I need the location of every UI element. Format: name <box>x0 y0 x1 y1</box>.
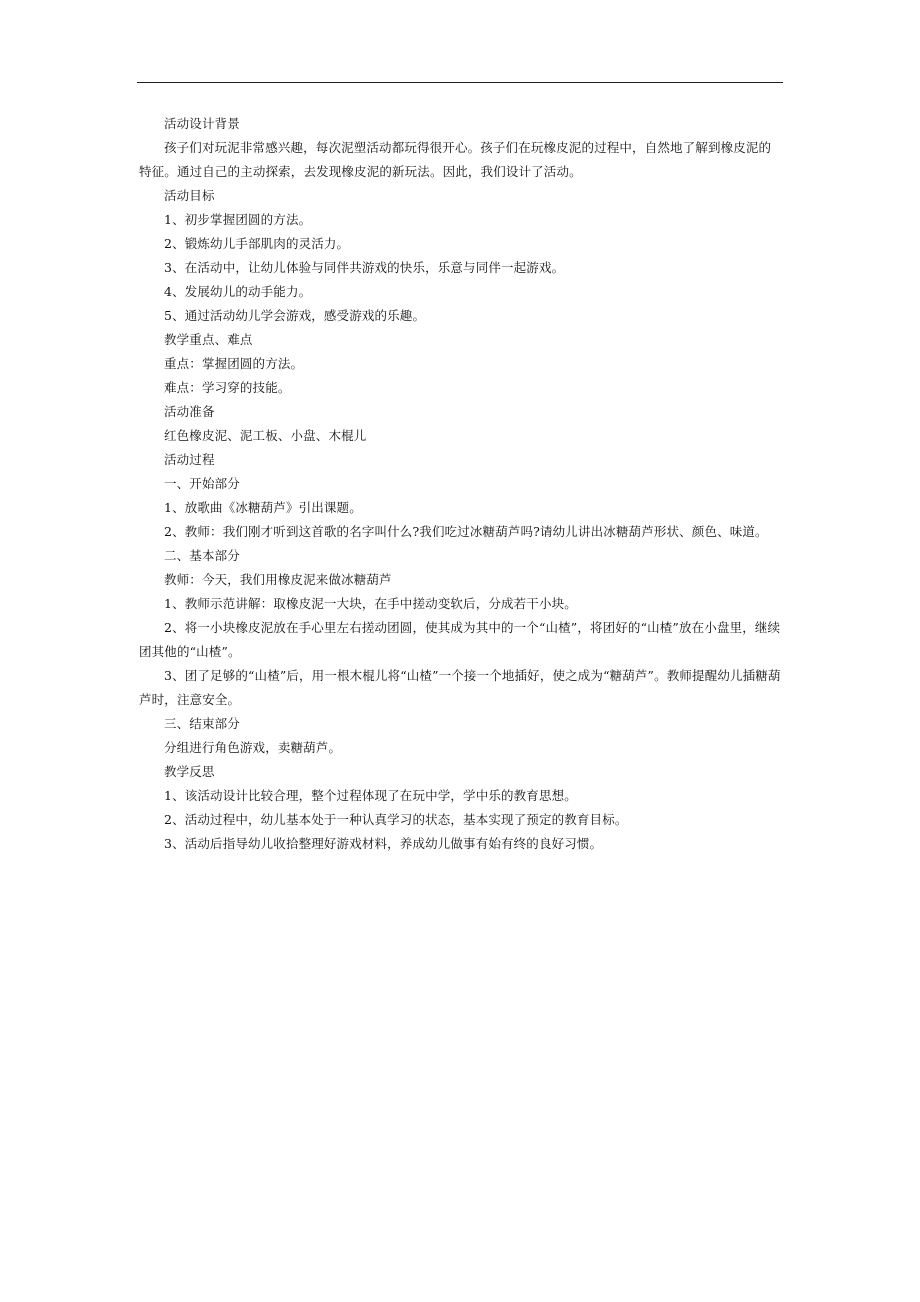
reflection-item: 3、活动后指导幼儿收拾整理好游戏材料，养成幼儿做事有始有终的良好习惯。 <box>164 836 603 851</box>
heading-process: 活动过程 <box>164 452 215 467</box>
goal-item: 4、发展幼儿的动手能力。 <box>164 284 312 299</box>
teacher-line: 教师：今天，我们用橡皮泥来做冰糖葫芦 <box>164 572 392 587</box>
section-basic: 二、基本部分 <box>164 548 240 563</box>
process-step: 3、团了足够的“山楂”后，用一根木棍儿将“山楂”一个接一个地插好，使之成为“糖葫芦”。教师提醒幼儿插糖葫芦时，注意安全。 <box>139 668 781 707</box>
heading-key-points: 教学重点、难点 <box>164 332 253 347</box>
end-activity: 分组进行角色游戏，卖糖葫芦。 <box>164 740 342 755</box>
process-step: 2、教师：我们刚才听到这首歌的名字叫什么?我们吃过冰糖葫芦吗?请幼儿讲出冰糖葫芦形状、颜色、味道。 <box>164 524 768 539</box>
heading-background: 活动设计背景 <box>164 116 240 131</box>
document-body <box>139 112 783 856</box>
preparation-materials: 红色橡皮泥、泥工板、小盘、木棍儿 <box>164 428 367 443</box>
reflection-item: 2、活动过程中，幼儿基本处于一种认真学习的状态，基本实现了预定的教育目标。 <box>164 812 628 827</box>
reflection-item: 1、该活动设计比较合理，整个过程体现了在玩中学，学中乐的教育思想。 <box>164 788 577 803</box>
difficult-point: 难点：学习穿的技能。 <box>164 380 291 395</box>
heading-reflection: 教学反思 <box>164 764 215 779</box>
key-point: 重点：掌握团圆的方法。 <box>164 356 304 371</box>
process-step: 1、放歌曲《冰糖葫芦》引出课题。 <box>164 500 362 515</box>
goal-item: 2、锻炼幼儿手部肌肉的灵活力。 <box>164 236 350 251</box>
heading-goals: 活动目标 <box>164 188 215 203</box>
process-step: 2、将一小块橡皮泥放在手心里左右搓动团圆，使其成为其中的一个“山楂”，将团好的“山楂”放在小盘里，继续团其他的“山楂”。 <box>139 620 781 659</box>
heading-preparation: 活动准备 <box>164 404 215 419</box>
paragraph-background: 孩子们对玩泥非常感兴趣，每次泥塑活动都玩得很开心。孩子们在玩橡皮泥的过程中，自然地了解到橡皮泥的特征。通过自己的主动探索，去发现橡皮泥的新玩法。因此，我们设计了活动。 <box>139 140 772 179</box>
process-step: 1、教师示范讲解：取橡皮泥一大块，在手中搓动变软后，分成若干小块。 <box>164 596 577 611</box>
section-start: 一、开始部分 <box>164 476 240 491</box>
header-rule <box>137 82 783 83</box>
goal-item: 3、在活动中，让幼儿体验与同伴共游戏的快乐，乐意与同伴一起游戏。 <box>164 260 565 275</box>
section-end: 三、结束部分 <box>164 716 240 731</box>
goal-item: 5、通过活动幼儿学会游戏，感受游戏的乐趣。 <box>164 308 426 323</box>
goal-item: 1、初步掌握团圆的方法。 <box>164 212 312 227</box>
